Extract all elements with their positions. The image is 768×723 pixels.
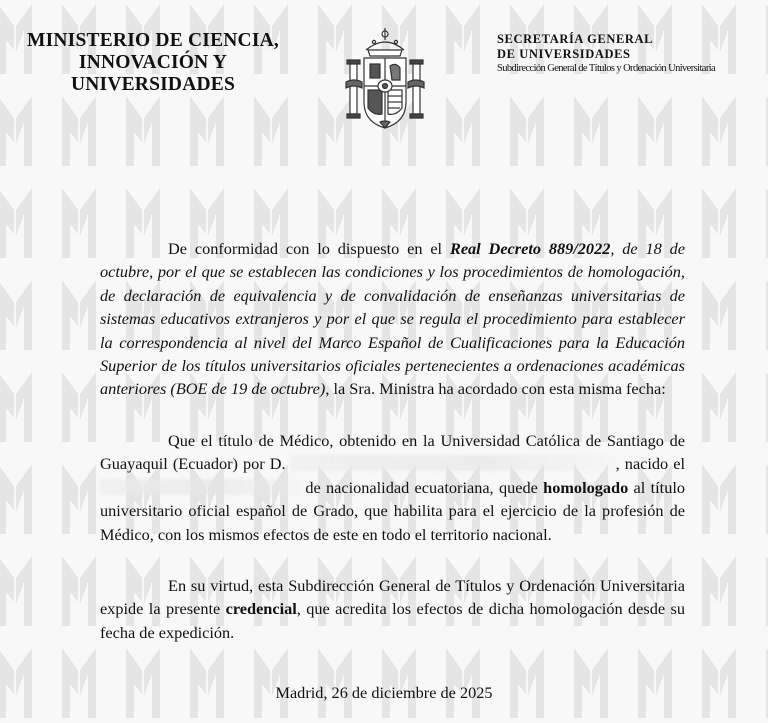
p3-text-2: , que acredita los efectos de dicha homologación desde su fecha de expedición.	[100, 599, 685, 642]
p3-text-1: En su virtud, esta Subdirección General de Títulos y Ordenación Universitaria expide la presente	[100, 576, 685, 619]
subdireccion-name: Subdirección General de Títulos y Ordenación Universitaria	[497, 63, 716, 74]
spanish-coat-of-arms-icon	[344, 24, 426, 134]
ministry-line-1: MINISTERIO DE CIENCIA,	[27, 30, 279, 51]
credencial-word: credencial	[225, 599, 297, 619]
p2-text-1: Que el título de Médico, obtenido en la Universidad Católica de Santiago de Guayaquil (Ecuador) por D.	[100, 431, 685, 474]
p1-text-1: De conformidad con lo dispuesto en el	[168, 239, 450, 258]
p2-text-4: al título universitario oficial español de Grado, que habilita para el ejercicio de la profesión de Médico, con los mismos efectos de este en todo el territorio nacional.	[100, 477, 686, 544]
secretaria-general	[497, 32, 653, 62]
secretaria-line-2: DE UNIVERSIDADES	[497, 47, 631, 61]
p2-text-2: , nacido el	[615, 454, 686, 474]
issue-date: Madrid, 26 de diciembre de 2025	[275, 683, 493, 702]
paragraph-resolution-intro	[100, 237, 685, 401]
p1-text-2: , de 18 de octubre,	[100, 239, 686, 282]
redacted-name	[291, 455, 616, 471]
redacted-birth-details	[100, 479, 300, 495]
p1-text-3: , la Sra. Ministra ha acordado con esta misma fecha:	[325, 379, 666, 399]
p2-text-3: de nacionalidad ecuatoriana, quede	[300, 477, 544, 497]
decree-title: por el que se establecen las condiciones y los procedimientos de homologación, de declaración de equivalencia y de convalidación de enseñanzas universitarias de sistemas educativos extranjeros y por el que se regula el procedimiento para establecer la correspondencia al nivel del Marco Español de Cualificaciones para la Educación Superior de los títulos universitarios oficiales pertenecientes a ordenaciones académicas anteriores (BOE de 19 de octubre)	[100, 262, 685, 399]
ministry-line-3: UNIVERSIDADES	[70, 74, 236, 95]
ministry-name	[18, 30, 288, 96]
secretaria-line-1: SECRETARÍA GENERAL	[497, 32, 654, 46]
paragraph-credential	[100, 574, 685, 644]
real-decreto-reference: Real Decreto 889/2022	[449, 239, 611, 258]
paragraph-homologation	[100, 429, 685, 546]
ministry-line-2: INNOVACIÓN Y	[78, 52, 228, 73]
homologado-word: homologado	[543, 477, 629, 497]
